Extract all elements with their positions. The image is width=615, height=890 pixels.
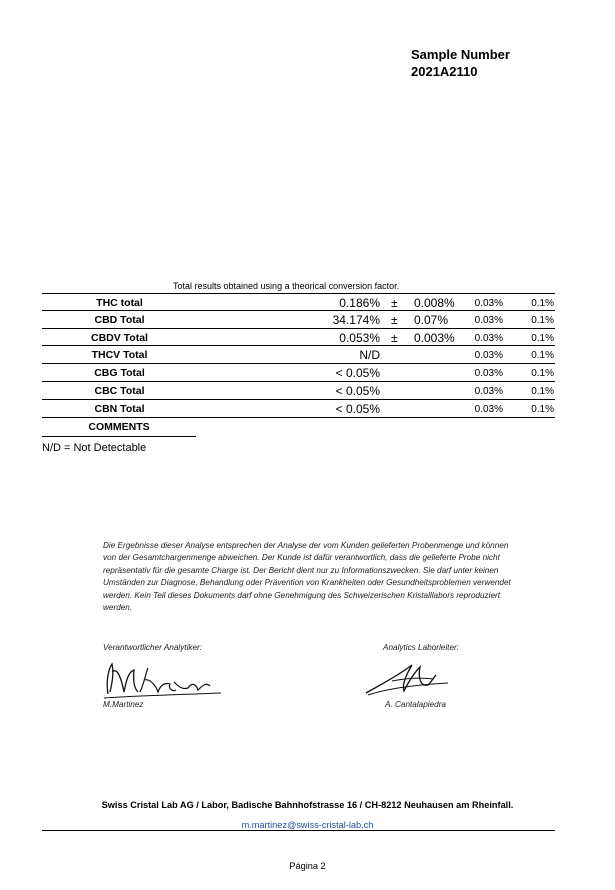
plus-minus-sign: ± [391,330,398,345]
result-value: N/D [359,348,380,363]
lod-value: 0.03% [474,314,503,326]
page-number: Página 2 [289,861,326,871]
lod-value: 0.03% [474,332,503,344]
disclaimer-text: Die Ergebnisse dieser Analyse entsprechen der Analyse der vom Kunden gelieferten Probenmenge und können von der Gesamtchargenmenge abweichen. Der Kunde ist dafür verantwortlich, dass die gelieferte Probe nicht repräsentativ für die gesamte Charge ist. Der Bericht dient nur zu Informationszwecken. Sie darf unter keinen Umständen zur Diagnose, Behandlung oder Prävention von Krankheiten oder Gesundheitsproblemen verwendet werden. Kein Teil dieses Dokuments darf ohne Genehmigung des Schweizerischen Kristalllabors reproduziert werden. [103,541,511,613]
analyte-name: CBDV Total [91,331,148,344]
uncertainty-value: 0.003% [414,330,455,345]
sample-number-block [411,46,510,80]
signature-martinez [100,652,225,702]
signature-cantalapiedra [362,655,452,700]
left-signatory-title: Verantwortlicher Analytiker: [103,643,203,652]
results-row [42,329,555,347]
footer-address: Swiss Cristal Lab AG / Labor, Badische Bahnhofstrasse 16 / CH-8212 Neuhausen am Rheinfall. [101,800,514,810]
plus-minus-sign: ± [391,296,398,310]
results-row [42,364,555,382]
plus-minus-sign: ± [391,312,398,327]
analyte-name: CBN Total [94,402,145,415]
result-value: < 0.05% [335,366,380,381]
lod-value: 0.03% [474,385,503,397]
comments-label: COMMENTS [42,421,196,437]
left-signatory-name: M.Martinez [103,700,144,709]
right-signatory-name: A. Cantalapiedra [385,700,446,709]
results-caption-text: Total results obtained using a theorical conversion factor. [173,281,400,291]
result-value: 0.186% [339,296,380,310]
nd-note: N/D = Not Detectable [42,442,147,454]
loq-value: 0.1% [531,385,554,397]
result-value: 0.053% [339,330,380,345]
analyte-name: THC total [96,297,143,309]
analyte-name: CBC Total [94,384,145,397]
loq-value: 0.1% [531,368,554,380]
results-row [42,382,555,400]
results-table [42,293,555,418]
loq-value: 0.1% [531,332,554,344]
analyte-name: CBG Total [94,367,145,380]
uncertainty-value: 0.008% [414,296,455,310]
lod-value: 0.03% [474,298,503,309]
results-row [42,293,555,311]
results-row [42,400,555,418]
right-signatory-title: Analytics Laborleiter: [383,643,459,652]
result-value: < 0.05% [335,401,380,416]
sample-number-value: 2021A2110 [411,64,478,79]
sample-number-label: Sample Number [411,47,510,62]
lod-value: 0.03% [474,350,503,362]
results-row [42,311,555,329]
lod-value: 0.03% [474,368,503,380]
footer-email-link[interactable]: m.martinez@swiss-cristal-lab.ch [241,820,374,830]
loq-value: 0.1% [531,298,554,309]
analyte-name: THCV Total [91,349,148,362]
loq-value: 0.1% [531,314,554,326]
analyte-name: CBD Total [94,313,145,326]
uncertainty-value: 0.07% [414,312,449,327]
footer-divider [42,830,555,831]
lod-value: 0.03% [474,403,503,415]
result-value: 34.174% [332,312,380,327]
loq-value: 0.1% [531,350,554,362]
result-value: < 0.05% [335,383,380,398]
loq-value: 0.1% [531,403,554,415]
results-row [42,346,555,364]
